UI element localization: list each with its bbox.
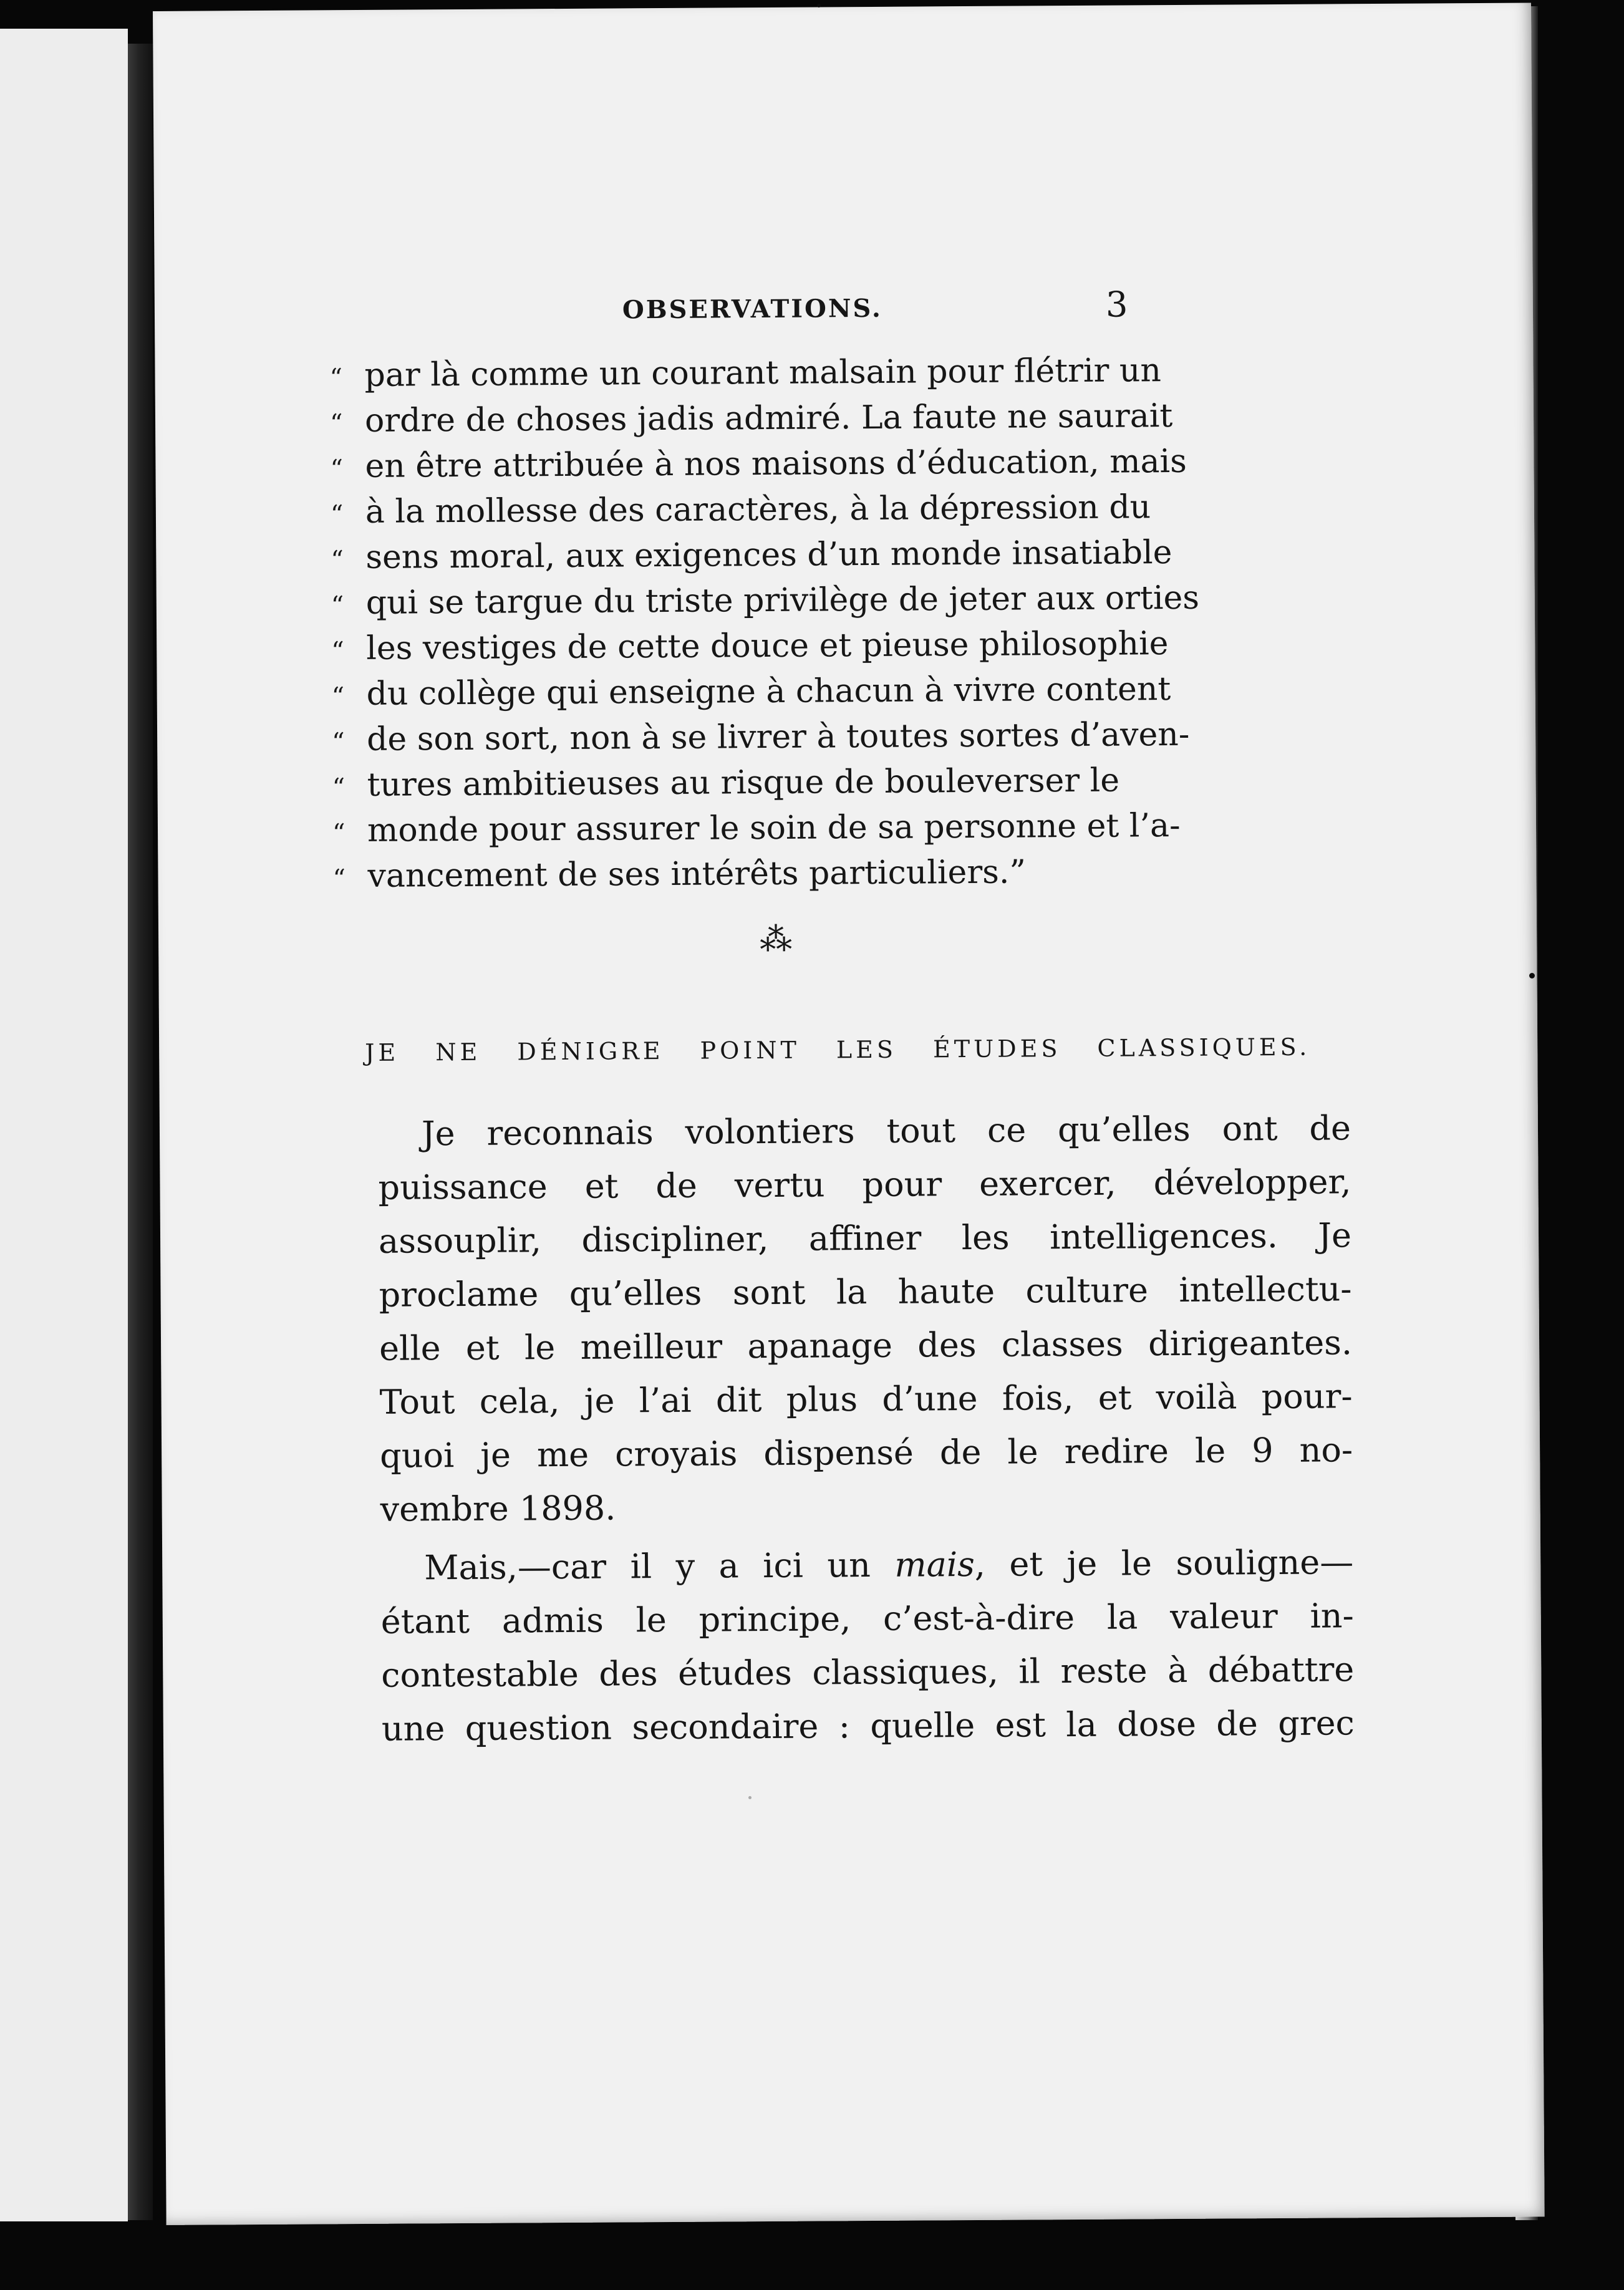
quote-line (330, 392, 1340, 444)
body-paragraphs (378, 1101, 1355, 1756)
quote-line (331, 483, 1341, 535)
quote-mark: “ (331, 546, 344, 575)
quote-line (330, 438, 1340, 490)
quote-line-text: les vestiges de cette douce et pieuse philosophie (366, 625, 1169, 667)
quote-mark: “ (329, 364, 343, 393)
paragraph-line: contestable des études classiques, il reste à débattre (381, 1650, 1355, 1695)
paragraph-line: quoi je me croyais dispensé de le redire le 9 no- (379, 1430, 1353, 1476)
scan-speck (748, 1796, 752, 1799)
paragraph-line: puissance et de vertu pour exercer, développer, (378, 1162, 1351, 1207)
paragraph-text: , et je le souligne— (974, 1542, 1354, 1584)
quote-line (329, 347, 1340, 399)
asterism-separator: ⁂ (759, 920, 793, 959)
quote-line (332, 802, 1343, 854)
book-page (153, 2, 1545, 2225)
paragraph-line: Je reconnais volontiers tout ce qu’elles ont de (421, 1108, 1351, 1154)
quote-line (331, 574, 1341, 626)
page-number: 3 (1105, 284, 1128, 326)
quote-line (331, 665, 1341, 717)
quote-line-text: par là comme un courant malsain pour flétrir un (364, 352, 1162, 394)
emphasized-word: mais (894, 1544, 975, 1585)
quote-mark: “ (330, 455, 344, 484)
quote-mark: “ (332, 728, 345, 757)
section-heading: JE NE DÉNIGRE POINT LES ÉTUDES CLASSIQUES. (365, 1033, 1311, 1066)
quote-line (332, 756, 1342, 808)
quote-mark: “ (332, 819, 346, 848)
quote-mark: “ (331, 591, 344, 621)
quote-line-text: monde pour assurer le soin de sa personne et l’a- (367, 806, 1181, 849)
quote-line-text: sens moral, aux exigences d’un monde insatiable (365, 534, 1172, 576)
book-gutter-shadow (128, 44, 153, 2220)
quote-line-text: tures ambitieuses au risque de bouleverser le (367, 761, 1120, 804)
paragraph-line: Tout cela, je l’ai dit plus d’une fois, et voilà pour- (379, 1376, 1353, 1422)
quote-mark: “ (331, 637, 344, 666)
quote-mark: “ (332, 773, 346, 803)
quote-line-text: en être attribuée à nos maisons d’éducation, mais (365, 442, 1187, 485)
paragraph-line: étant admis le principe, c’est-à-dire la valeur in- (380, 1596, 1354, 1641)
quote-line (331, 529, 1341, 581)
scan-speck (1529, 973, 1535, 978)
quoted-passage (329, 347, 1343, 899)
left-page-edge (0, 29, 128, 2221)
quote-line-text: de son sort, non à se livrer à toutes sortes d’aven- (366, 715, 1190, 758)
quote-line-text: qui se targue du triste privilège de jeter aux orties (365, 579, 1200, 622)
quote-mark: “ (331, 682, 345, 712)
quote-mark: “ (329, 409, 343, 438)
paragraph-line: vembre 1898. (380, 1488, 616, 1529)
paragraph-line: elle et le meilleur apanage des classes dirigeantes. (379, 1323, 1353, 1368)
quote-line-text: à la mollesse des caractères, à la dépression du (365, 488, 1151, 531)
quote-line-text: du collège qui enseigne à chacun à vivre content (366, 670, 1171, 713)
paragraph-line: proclame qu’elles sont la haute culture intellectu- (379, 1269, 1352, 1315)
paragraph-text: Mais,—car il y a ici un (424, 1545, 895, 1588)
scan-speck (817, 4, 821, 7)
quote-line (332, 848, 1343, 899)
running-head: OBSERVATIONS. (622, 293, 882, 325)
paragraph-line: une question secondaire : quelle est la dose de grec (381, 1703, 1355, 1749)
quote-line (332, 711, 1342, 763)
paragraph-line: assouplir, discipliner, affiner les intelligences. Je (378, 1215, 1352, 1261)
quote-mark: “ (332, 864, 346, 894)
quote-line-text: ordre de choses jadis admiré. La faute ne saurait (364, 397, 1173, 440)
quote-mark: “ (330, 500, 344, 529)
quote-line (331, 620, 1341, 672)
quote-line-text: vancement de ses intérêts particuliers.” (367, 853, 1027, 895)
paragraph-line (380, 1535, 1353, 1595)
